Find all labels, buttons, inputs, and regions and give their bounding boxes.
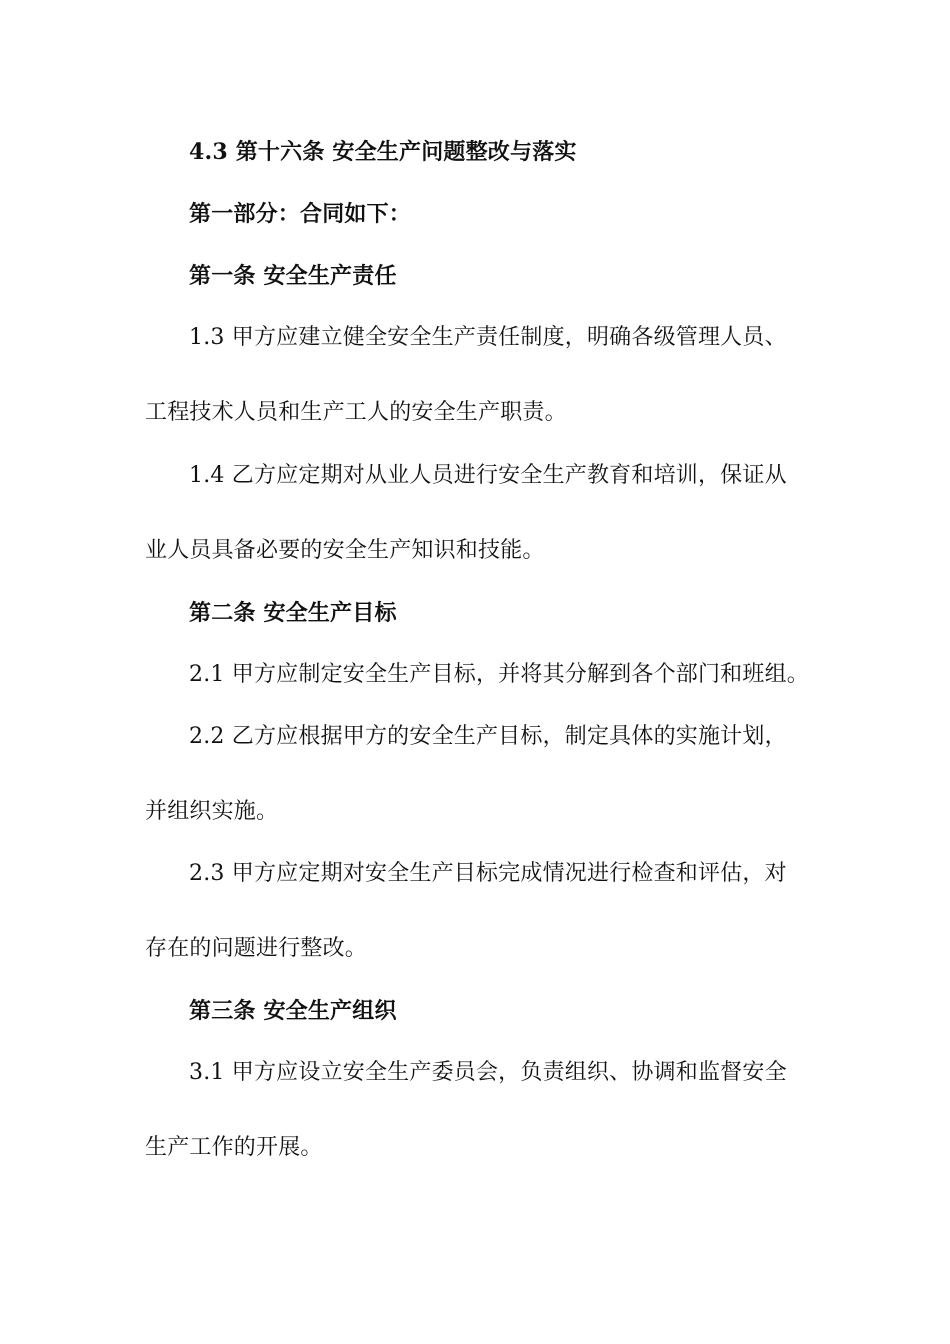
clause-1-3-line-1: 1.3 甲方应建立健全安全生产责任制度，明确各级管理人员、 (189, 325, 787, 350)
clause-2-1: 2.1 甲方应制定安全生产目标，并将其分解到各个部门和班组。 (189, 662, 809, 687)
clause-3-1-line-2: 生产工作的开展。 (145, 1135, 323, 1160)
clause-1-3-line-2: 工程技术人员和生产工人的安全生产职责。 (145, 400, 567, 425)
article-3-heading: 第三条 安全生产组织 (189, 998, 397, 1024)
article-1-heading: 第一条 安全生产责任 (189, 263, 397, 289)
section-heading: 4.3 第十六条 安全生产问题整改与落实 (189, 139, 577, 165)
clause-2-2-line-1: 2.2 乙方应根据甲方的安全生产目标，制定具体的实施计划， (189, 724, 787, 749)
clause-1-4-line-2: 业人员具备必要的安全生产知识和技能。 (145, 538, 545, 563)
part-heading: 第一部分：合同如下： (189, 201, 412, 227)
clause-2-2-line-2: 并组织实施。 (145, 799, 279, 824)
clause-2-3-line-2: 存在的问题进行整改。 (145, 936, 368, 961)
clause-3-1-line-1: 3.1 甲方应设立安全生产委员会，负责组织、协调和监督安全 (189, 1060, 787, 1085)
article-2-heading: 第二条 安全生产目标 (189, 600, 397, 626)
clause-2-3-line-1: 2.3 甲方应定期对安全生产目标完成情况进行检查和评估，对 (189, 861, 787, 886)
clause-1-4-line-1: 1.4 乙方应定期对从业人员进行安全生产教育和培训，保证从 (189, 463, 787, 488)
